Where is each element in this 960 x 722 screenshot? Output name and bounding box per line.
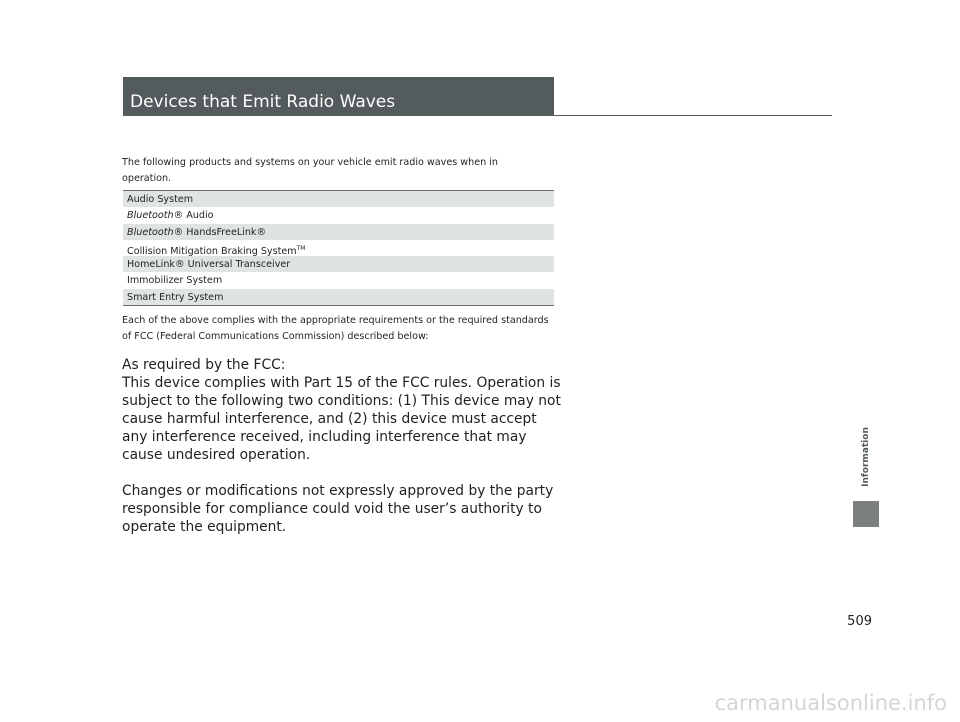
page-number: 509	[847, 614, 872, 629]
compliance-paragraph: Each of the above complies with the appropriate requirements or the required standards of FCC (Federal Communications Commission) described below:	[122, 315, 549, 342]
fcc-heading: As required by the FCC:	[122, 357, 286, 373]
header-divider	[123, 115, 832, 116]
registered-mark: ®	[173, 226, 184, 238]
system-label: Audio System	[127, 194, 194, 205]
watermark: carmanualsonline.info	[714, 691, 947, 715]
table-row	[123, 207, 554, 223]
fcc-statement: This device complies with Part 15 of the FCC rules. Operation is subject to the following two conditions: (1) This device may not cause harmful interference, and (2) this device must accept any interference received, including interference that may cause undesired operation.	[122, 375, 561, 463]
system-label: Immobilizer System	[127, 275, 223, 287]
side-tab-marker	[853, 501, 879, 527]
table-row	[123, 240, 554, 256]
fcc-changes: Changes or modifications not expressly approved by the party responsible for compliance could void the user’s authority to operate the equipment.	[122, 483, 554, 535]
section-title: Devices that Emit Radio Waves	[130, 92, 396, 112]
systems-table	[123, 190, 554, 306]
intro-paragraph: The following products and systems on your vehicle emit radio waves when in operation.	[122, 157, 498, 184]
side-tab-label: Information	[861, 427, 872, 487]
system-label: HandsFreeLink®	[183, 226, 267, 238]
system-label: HomeLink® Universal Transceiver	[127, 259, 291, 271]
fcc-notice	[122, 356, 562, 536]
table-row	[123, 191, 554, 207]
table-row	[123, 289, 554, 305]
system-brand: Bluetooth	[127, 210, 174, 222]
system-label: Audio	[183, 210, 214, 222]
system-label: Smart Entry System	[127, 291, 224, 303]
side-tab	[853, 417, 879, 497]
table-row	[123, 256, 554, 272]
section-title-bar	[123, 77, 554, 115]
registered-mark: ®	[173, 210, 184, 222]
system-brand: Bluetooth	[127, 226, 174, 238]
table-row	[123, 272, 554, 288]
trademark-mark: TM	[296, 244, 306, 252]
system-label: Collision Mitigation Braking System	[127, 246, 297, 258]
paragraph-gap	[122, 464, 562, 482]
table-row	[123, 224, 554, 240]
